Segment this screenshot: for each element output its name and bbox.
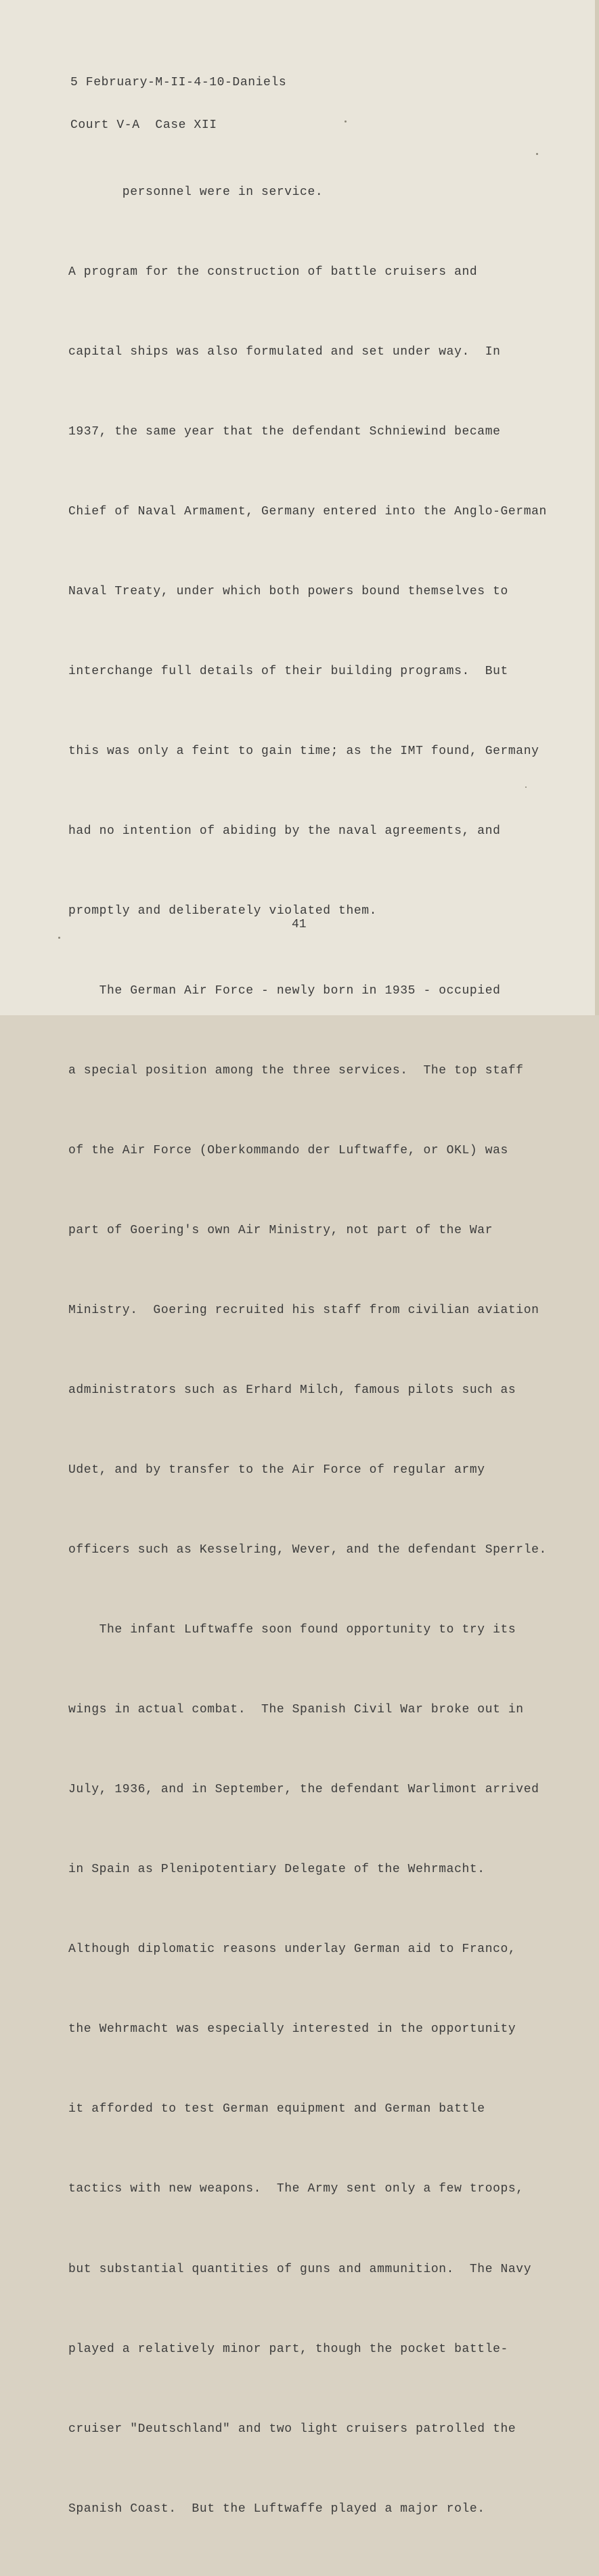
header-line-date-case: 5 February-M-II-4-10-Daniels — [70, 76, 287, 89]
document-body — [68, 126, 547, 2576]
body-line: Spanish Coast. But the Luftwaffe played a major role. — [68, 2502, 485, 2516]
body-line: The German Air Force - newly born in 1935 - occupied — [68, 984, 501, 998]
body-line: this was only a feint to gain time; as the IMT found, Germany — [68, 744, 539, 758]
body-line: July, 1936, and in September, the defendant Warlimont arrived — [68, 1783, 539, 1797]
body-line: personnel were in service. — [68, 185, 324, 199]
page-number: 41 — [292, 918, 307, 931]
body-line: had no intention of abiding by the naval agreements, and — [68, 824, 501, 838]
body-line: of the Air Force (Oberkommando der Luftwaffe, or OKL) was — [68, 1144, 508, 1158]
body-line: played a relatively minor part, though the pocket battle- — [68, 2342, 508, 2356]
body-line: Ministry. Goering recruited his staff from civilian aviation — [68, 1304, 539, 1318]
paper-speck — [58, 937, 60, 939]
body-line: the Wehrmacht was especially interested in the opportunity — [68, 2022, 516, 2037]
body-line: wings in actual combat. The Spanish Civil War broke out in — [68, 1703, 524, 1717]
body-line: Chief of Naval Armament, Germany entered into the Anglo-German — [68, 504, 547, 518]
body-line: a special position among the three services. The top staff — [68, 1064, 524, 1078]
body-line: The infant Luftwaffe soon found opportunity to try its — [68, 1623, 516, 1637]
body-line: it afforded to test German equipment and German battle — [68, 2102, 485, 2116]
body-line: but substantial quantities of guns and ammunition. The Navy — [68, 2262, 532, 2276]
body-line: capital ships was also formulated and set under way. In — [68, 345, 501, 359]
body-line: officers such as Kesselring, Wever, and the defendant Sperrle. — [68, 1543, 547, 1557]
body-line: Although diplomatic reasons underlay German aid to Franco, — [68, 1942, 516, 1957]
body-line: Naval Treaty, under which both powers bound themselves to — [68, 584, 508, 598]
body-line: cruiser "Deutschland" and two light cruisers patrolled the — [68, 2422, 516, 2436]
body-line: tactics with new weapons. The Army sent only a few troops, — [68, 2182, 524, 2196]
body-line: Udet, and by transfer to the Air Force of regular army — [68, 1463, 485, 1478]
paper-speck — [536, 153, 538, 155]
body-line: administrators such as Erhard Milch, famous pilots such as — [68, 1383, 516, 1398]
paper-speck — [525, 786, 527, 788]
body-line: interchange full details of their building programs. But — [68, 664, 508, 678]
header-line-court: Court V-A Case XII — [70, 118, 217, 132]
body-line: 1937, the same year that the defendant Schniewind became — [68, 424, 501, 439]
body-line: A program for the construction of battle cruisers and — [68, 265, 478, 279]
body-line: promptly and deliberately violated them. — [68, 904, 378, 918]
body-line: part of Goering's own Air Ministry, not part of the War — [68, 1224, 493, 1238]
paper-speck — [345, 120, 347, 123]
body-line: in Spain as Plenipotentiary Delegate of the Wehrmacht. — [68, 1863, 485, 1877]
